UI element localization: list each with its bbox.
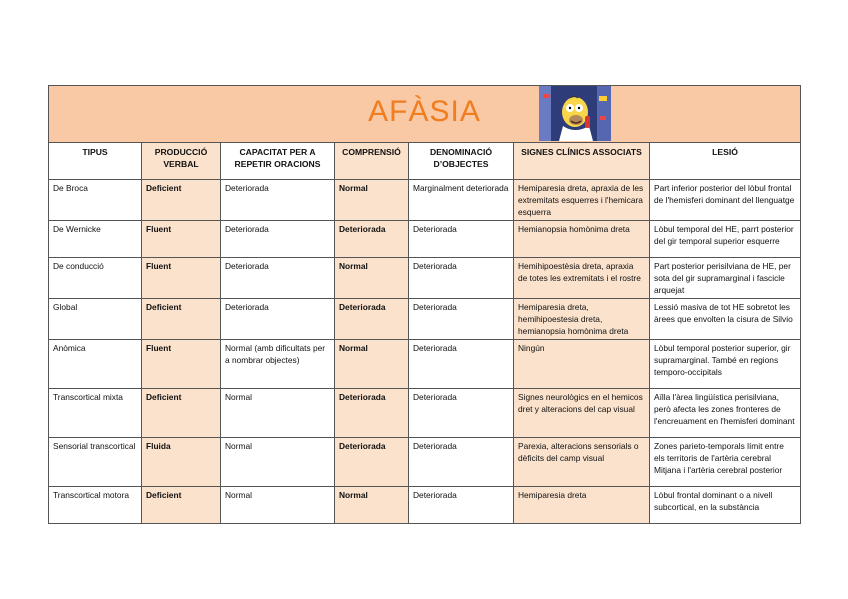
afasia-table-container: [48, 85, 800, 524]
header-denominacio: DENOMINACIÓ D’OBJECTES: [409, 143, 514, 180]
table-row: [49, 340, 801, 389]
cell-denominacio: Deteriorada: [409, 438, 514, 487]
cell-comprensio: Normal: [335, 180, 409, 221]
cell-repetir: Normal (amb dificultats per a nombrar objectes): [221, 340, 335, 389]
cell-denominacio: Deteriorada: [409, 389, 514, 438]
homer-illustration: [539, 86, 611, 141]
cell-repetir: Deteriorada: [221, 221, 335, 258]
cell-tipus: Global: [49, 299, 142, 340]
cell-denominacio: Marginalment deteriorada: [409, 180, 514, 221]
cell-denominacio: Deteriorada: [409, 340, 514, 389]
cell-signes: Hemiparesia dreta, apraxia de les extremitats esquerres i l'hemicara esquerra: [514, 180, 650, 221]
header-comprensio: COMPRENSIÓ: [335, 143, 409, 180]
cell-tipus: Transcortical mixta: [49, 389, 142, 438]
cell-repetir: Deteriorada: [221, 299, 335, 340]
cell-denominacio: Deteriorada: [409, 221, 514, 258]
cell-comprensio: Deteriorada: [335, 299, 409, 340]
cell-repetir: Normal: [221, 487, 335, 524]
table-row: [49, 180, 801, 221]
cell-comprensio: Normal: [335, 340, 409, 389]
cell-signes: Hemihipoestèsia dreta, apraxia de totes les extremitats i el rostre: [514, 258, 650, 299]
page-title: AFÀSIA: [368, 95, 481, 128]
cell-signes: Ningún: [514, 340, 650, 389]
title-cell: [49, 86, 801, 143]
cell-lesio: Aïlla l'àrea lingüística perisilviana, però afecta les zones fronteres de l'encreuament en l'hemisferi dominant: [650, 389, 801, 438]
table-row: [49, 389, 801, 438]
cell-lesio: Part posterior perisilviana de HE, per sota del gir supramarginal i fascicle arquejat: [650, 258, 801, 299]
cell-comprensio: Deteriorada: [335, 221, 409, 258]
cell-lesio: Lòbul temporal del HE, parrt posterior del gir temporal superior esquerre: [650, 221, 801, 258]
cell-produccio: Deficient: [142, 389, 221, 438]
header-signes-clinics: SIGNES CLÍNICS ASSOCIATS: [514, 143, 650, 180]
cell-produccio: Deficient: [142, 180, 221, 221]
cell-denominacio: Deteriorada: [409, 487, 514, 524]
cell-signes: Hemiparesia dreta, hemihipoestesia dreta, hemianopsia homònima dreta: [514, 299, 650, 340]
cell-signes: Hemianopsia homònima dreta: [514, 221, 650, 258]
cell-repetir: Normal: [221, 438, 335, 487]
cell-comprensio: Deteriorada: [335, 389, 409, 438]
cell-signes: Hemiparesia dreta: [514, 487, 650, 524]
table-row: [49, 487, 801, 524]
cell-repetir: Normal: [221, 389, 335, 438]
cell-tipus: De Broca: [49, 180, 142, 221]
cell-lesio: Lessió masiva de tot HE sobretot les àrees que envolten la cisura de Silvio: [650, 299, 801, 340]
cell-produccio: Fluida: [142, 438, 221, 487]
table-row: [49, 299, 801, 340]
afasia-table: [48, 85, 801, 524]
title-row: [49, 86, 801, 143]
table-row: [49, 438, 801, 487]
cell-tipus: De conducció: [49, 258, 142, 299]
cell-comprensio: Normal: [335, 487, 409, 524]
cell-tipus: Anòmica: [49, 340, 142, 389]
header-produccio-verbal: PRODUCCIÓ VERBAL: [142, 143, 221, 180]
cell-produccio: Fluent: [142, 221, 221, 258]
homer-simpson-image: [539, 86, 611, 141]
cell-lesio: Lòbul temporal posterior superior, gir supramarginal. També en regions temporo-occipitals: [650, 340, 801, 389]
cell-produccio: Fluent: [142, 258, 221, 299]
header-row: [49, 143, 801, 180]
cell-comprensio: Normal: [335, 258, 409, 299]
cell-denominacio: Deteriorada: [409, 258, 514, 299]
header-lesio: LESIÓ: [650, 143, 801, 180]
header-tipus: TIPUS: [49, 143, 142, 180]
cell-tipus: Sensorial transcortical: [49, 438, 142, 487]
cell-produccio: Deficient: [142, 299, 221, 340]
cell-repetir: Deteriorada: [221, 180, 335, 221]
cell-signes: Parexia, alteracions sensorials o dèficits del camp visual: [514, 438, 650, 487]
cell-produccio: Fluent: [142, 340, 221, 389]
cell-lesio: Lòbul frontal dominant o a nivell subcortical, en la substància: [650, 487, 801, 524]
cell-produccio: Deficient: [142, 487, 221, 524]
cell-signes: Signes neurològics en el hemicos dret y alteracions del cap visual: [514, 389, 650, 438]
cell-tipus: Transcortical motora: [49, 487, 142, 524]
cell-denominacio: Deteriorada: [409, 299, 514, 340]
header-capacitat-repetir: CAPACITAT PER A REPETIR ORACIONS: [221, 143, 335, 180]
cell-comprensio: Deteriorada: [335, 438, 409, 487]
table-row: [49, 258, 801, 299]
table-row: [49, 221, 801, 258]
cell-lesio: Part inferior posterior del lòbul frontal de l'hemisferi dominant del llenguatge: [650, 180, 801, 221]
cell-repetir: Deteriorada: [221, 258, 335, 299]
cell-tipus: De Wernicke: [49, 221, 142, 258]
cell-lesio: Zones parieto-temporals límit entre els territoris de l'artèria cerebral Mitjana i l'artèria cerebral posterior: [650, 438, 801, 487]
